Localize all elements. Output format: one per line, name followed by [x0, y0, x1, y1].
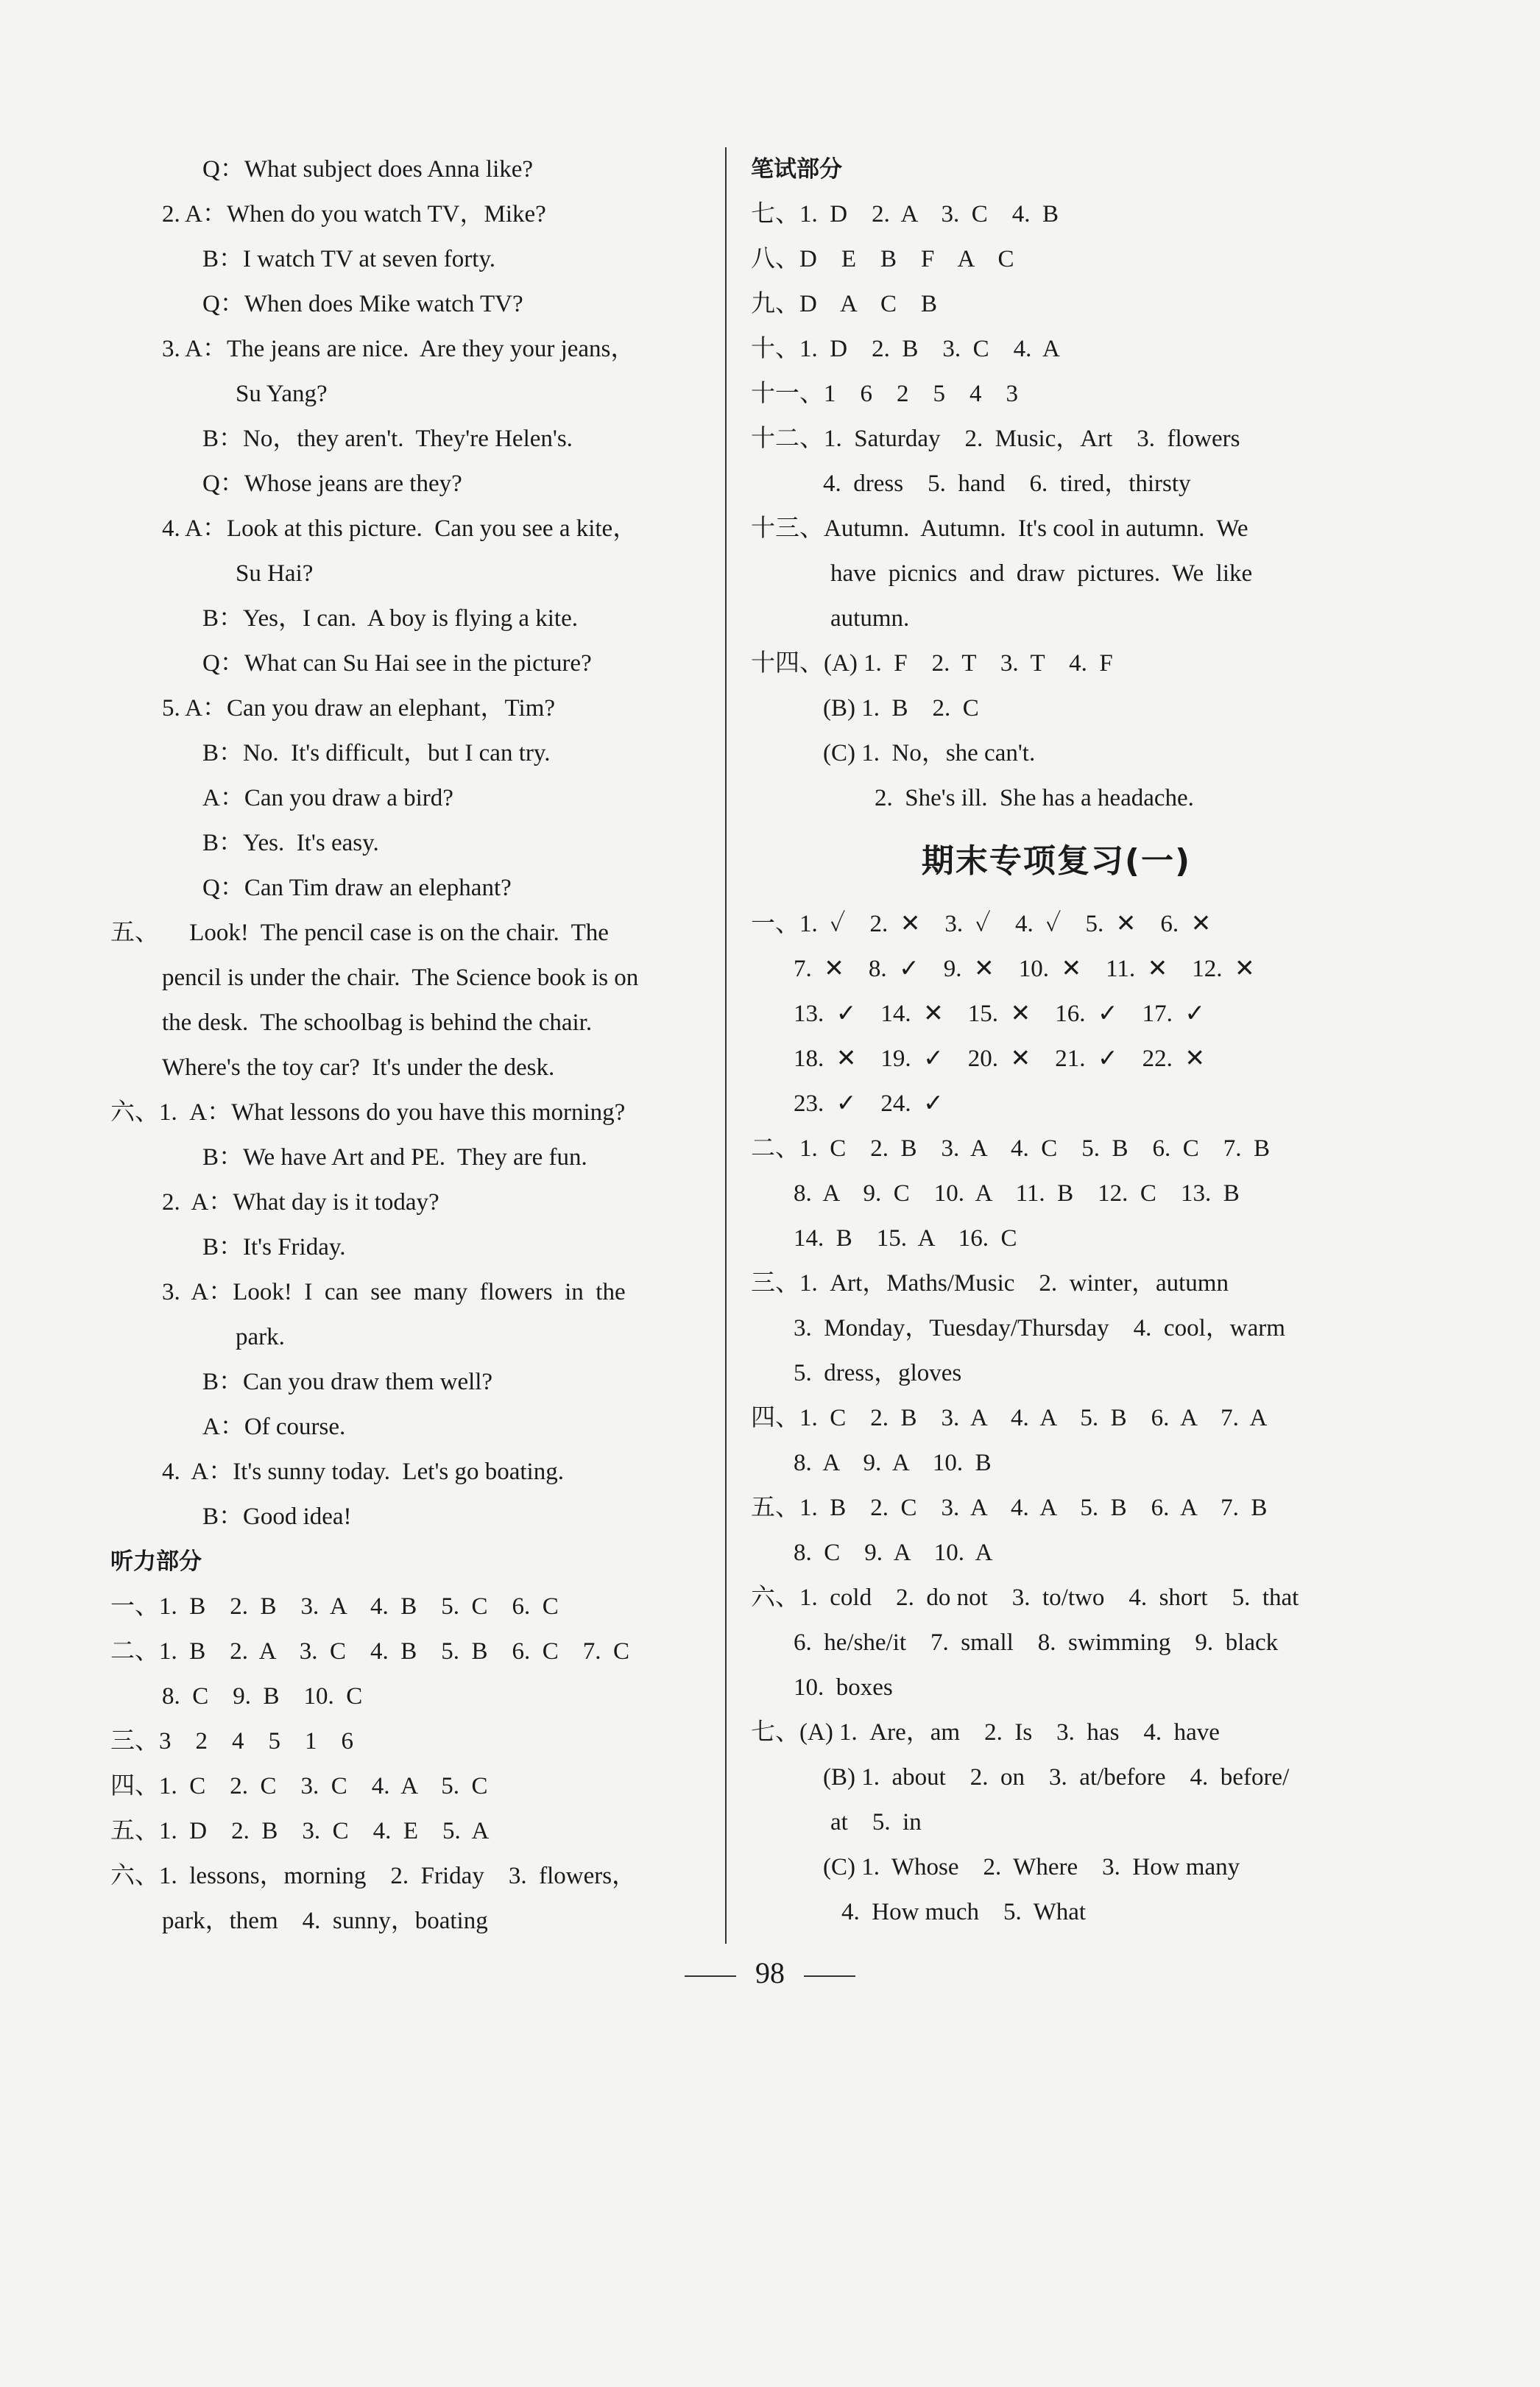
- text-line: (C) 1. No，she can't.: [823, 740, 1036, 766]
- text-line: the desk. The schoolbag is behind the chair.: [162, 1009, 593, 1036]
- text-line: 一、1. B 2. B 3. A 4. B 5. C 6. C: [110, 1593, 559, 1620]
- text-line: 二、1. C 2. B 3. A 4. C 5. B 6. C 7. B: [751, 1135, 1271, 1162]
- text-line: 4. dress 5. hand 6. tired，thirsty: [823, 470, 1191, 497]
- text-line: (C) 1. Whose 2. Where 3. How many: [823, 1854, 1240, 1880]
- section-heading: 听力部分: [110, 1548, 202, 1575]
- text-line: B：I watch TV at seven forty.: [202, 246, 496, 272]
- text-line: 3. A：Look! I can see many flowers in the: [162, 1279, 626, 1305]
- text-line: B：Yes. It's easy.: [202, 830, 379, 856]
- text-line: at 5. in: [830, 1809, 922, 1836]
- text-line: Su Hai?: [236, 560, 314, 587]
- text-line: B：Good idea!: [202, 1503, 352, 1530]
- text-line: 4. A：It's sunny today. Let's go boating.: [162, 1459, 564, 1485]
- text-line: (B) 1. about 2. on 3. at/before 4. before/: [823, 1764, 1290, 1791]
- text-line: park，them 4. sunny，boating: [162, 1908, 488, 1934]
- page-number: [0, 1951, 1540, 1995]
- text-line: 四、1. C 2. C 3. C 4. A 5. C: [110, 1773, 488, 1799]
- text-line: 十一、1 6 2 5 4 3: [751, 381, 1018, 407]
- text-line: 四、1. C 2. B 3. A 4. A 5. B 6. A 7. A: [751, 1405, 1268, 1431]
- text-line: pencil is under the chair. The Science book is on: [162, 965, 639, 991]
- text-line: 十四、(A) 1. F 2. T 3. T 4. F: [751, 650, 1113, 677]
- text-line: have picnics and draw pictures. We like: [830, 560, 1253, 587]
- left-column: [110, 147, 714, 1944]
- text-line: 一、1. ✓ 2. ✕ 3. ✓ 4. ✓ 5. ✕ 6. ✕: [751, 911, 1212, 937]
- text-line: 4. A：Look at this picture. Can you see a kite，: [162, 515, 637, 542]
- text-line: 8. C 9. B 10. C: [162, 1683, 363, 1710]
- page-number-dash-right: [804, 1975, 855, 1977]
- text-line: 七、(A) 1. Are，am 2. Is 3. has 4. have: [751, 1719, 1220, 1746]
- page-number-value: 98: [755, 1956, 785, 1989]
- text-line: Q：When does Mike watch TV?: [202, 291, 523, 317]
- text-line: 九、D A C B: [751, 291, 938, 317]
- text-line: 十、1. D 2. B 3. C 4. A: [751, 336, 1060, 362]
- text-line: Q：What can Su Hai see in the picture?: [202, 650, 592, 677]
- text-line: 2. She's ill. She has a headache.: [875, 785, 1194, 811]
- text-line: Q：Whose jeans are they?: [202, 470, 462, 497]
- text-line: autumn.: [830, 605, 910, 632]
- text-line: Q：Can Tim draw an elephant?: [202, 875, 512, 901]
- text-line: 8. A 9. C 10. A 11. B 12. C 13. B: [794, 1180, 1240, 1207]
- text-line: B：No，they aren't. They're Helen's.: [202, 426, 573, 452]
- text-line: 七、1. D 2. A 3. C 4. B: [751, 201, 1059, 228]
- page-number-dash-left: [685, 1975, 736, 1977]
- text-line: Su Yang?: [236, 381, 328, 407]
- text-line: 五、1. B 2. C 3. A 4. A 5. B 6. A 7. B: [751, 1495, 1268, 1521]
- text-line: B：Can you draw them well?: [202, 1369, 493, 1395]
- text-line: (B) 1. B 2. C: [823, 695, 979, 722]
- column-divider: [725, 147, 727, 1944]
- text-line: park.: [236, 1324, 285, 1350]
- text-line: 六、1. cold 2. do not 3. to/two 4. short 5. that: [751, 1584, 1299, 1611]
- text-line: 13. ✓ 14. ✕ 15. ✕ 16. ✓ 17. ✓: [794, 1001, 1206, 1027]
- section-heading: 笔试部分: [751, 156, 842, 183]
- text-line: 8. A 9. A 10. B: [794, 1450, 992, 1476]
- text-line: 2. A：What day is it today?: [162, 1189, 439, 1216]
- text-line: 8. C 9. A 10. A: [794, 1540, 993, 1566]
- text-line: 18. ✕ 19. ✓ 20. ✕ 21. ✓ 22. ✕: [794, 1046, 1206, 1072]
- text-line: 八、D E B F A C: [751, 246, 1014, 272]
- text-line: 十二、1. Saturday 2. Music，Art 3. flowers: [751, 426, 1240, 452]
- text-line: 5. A：Can you draw an elephant，Tim?: [162, 695, 556, 722]
- text-line: 7. ✕ 8. ✓ 9. ✕ 10. ✕ 11. ✕ 12. ✕: [794, 956, 1255, 982]
- text-line: 3. Monday，Tuesday/Thursday 4. cool，warm: [794, 1315, 1285, 1341]
- section-title: 期末专项复习(一): [921, 842, 1192, 880]
- text-line: 六、1. lessons，morning 2. Friday 3. flowers，: [110, 1863, 637, 1889]
- text-line: 二、1. B 2. A 3. C 4. B 5. B 6. C 7. C: [110, 1638, 630, 1665]
- text-line: B：Yes，I can. A boy is flying a kite.: [202, 605, 578, 632]
- text-line: 五、1. D 2. B 3. C 4. E 5. A: [110, 1818, 490, 1844]
- text-line: 五、 Look! The pencil case is on the chair. The: [110, 920, 609, 946]
- text-line: Where's the toy car? It's under the desk.: [162, 1054, 555, 1081]
- text-line: 六、1. A：What lessons do you have this morning?: [110, 1099, 626, 1126]
- text-line: 2. A：When do you watch TV，Mike?: [162, 201, 546, 228]
- text-line: 十三、Autumn. Autumn. It's cool in autumn. We: [751, 515, 1248, 542]
- text-line: Q：What subject does Anna like?: [202, 156, 534, 183]
- text-line: 23. ✓ 24. ✓: [794, 1090, 944, 1117]
- text-line: 5. dress，gloves: [794, 1360, 962, 1386]
- text-line: 3. A：The jeans are nice. Are they your jeans，: [162, 336, 635, 362]
- text-line: 14. B 15. A 16. C: [794, 1225, 1017, 1252]
- text-line: 6. he/she/it 7. small 8. swimming 9. black: [794, 1629, 1279, 1656]
- text-line: B：It's Friday.: [202, 1234, 346, 1261]
- text-line: A：Of course.: [202, 1414, 346, 1440]
- text-line: 4. How much 5. What: [841, 1899, 1087, 1925]
- text-line: B：No. It's difficult，but I can try.: [202, 740, 551, 766]
- right-column: [751, 147, 1362, 1935]
- text-line: B：We have Art and PE. They are fun.: [202, 1144, 587, 1171]
- text-line: 三、3 2 4 5 1 6: [110, 1728, 353, 1755]
- text-line: A：Can you draw a bird?: [202, 785, 453, 811]
- text-line: 三、1. Art，Maths/Music 2. winter，autumn: [751, 1270, 1229, 1297]
- text-line: 10. boxes: [794, 1674, 893, 1701]
